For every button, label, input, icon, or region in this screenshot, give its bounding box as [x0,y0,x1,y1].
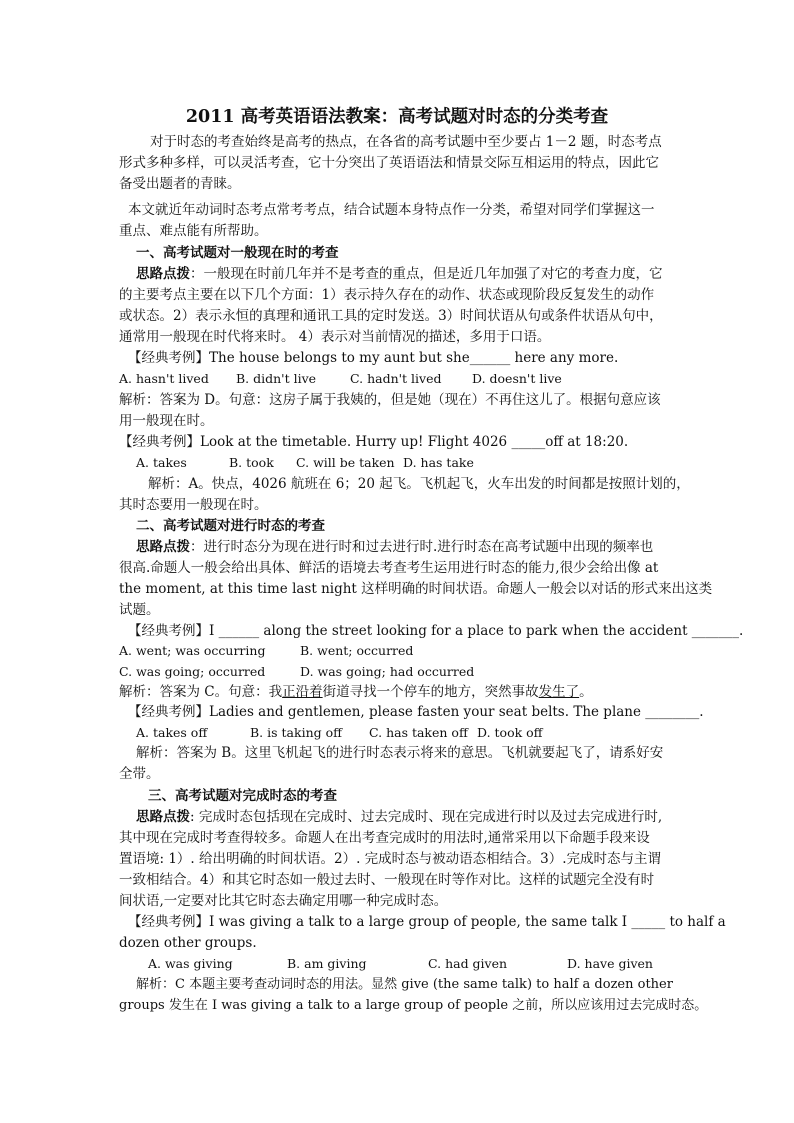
answer-line: 其时态要用一般现在时。 [119,497,268,513]
option: C. had given [428,956,508,971]
section-heading: 二、高考试题对进行时态的考查 [136,518,325,534]
tip-line: 置语境: 1）. 给出明确的时间状语。2）. 完成时态与被动语态相结合。3）.完成时态与主谓 [119,851,662,867]
tip-line: 其中现在完成时考查得较多。命题人在出考查完成时的用法时,通常采用以下命题手段来设 [119,830,650,846]
example-label: 【经典考例】 [128,623,209,639]
option: A. was giving [148,956,233,971]
intro-line: 备受出题者的青睐。 [119,176,241,192]
intro-line: 对于时态的考查始终是高考的热点，在各省的高考试题中至少要占 1－2 题，时态考点 [150,134,662,150]
option: D. has take [403,455,474,470]
option: D. was going; had occurred [300,664,475,679]
answer-line: 解析：C 本题主要考查动词时态的用法。显然 give (the same talk) to half a dozen other [136,977,673,992]
answer-line: 解析：A。快点，4026 航班在 6；20 起飞。飞机起飞，火车出发的时间都是按照计划的， [148,476,690,492]
example-question [119,432,628,452]
intro-line: 本文就近年动词时态考点常考考点，结合试题本身特点作一分类，希望对同学们掌握这一 [128,202,655,218]
answer-text: 。 [579,684,593,700]
underlined-text: 发生了 [538,684,580,700]
tip-line: 的主要考点主要在以下几个方面：1）表示持久存在的动作、状态或现阶段反复发生的动作 [119,287,655,303]
tip-label: 思路点拨 [136,266,190,282]
tip-line: the moment, at this time last night 这样明确的时间状语。命题人一般会以对话的形式来出这类 [119,581,713,597]
option: A. takes off [136,725,208,740]
example-label: 【经典考例】 [128,914,209,930]
option: D. took off [477,725,543,740]
question-text: Look at the timetable. Hurry up! Flight 4026 _____off at 18:20. [200,434,629,450]
option: C. hadn't lived [350,371,442,386]
option: D. doesn't live [472,371,562,386]
answer-text: 解析：答案为 C。句意：我 [119,684,283,700]
tip-label: 思路点拨 [136,539,190,555]
page-title: 2011 高考英语语法教案：高考试题对时态的分类考查 [185,107,609,127]
example-question [128,348,618,368]
example-label: 【经典考例】 [128,704,209,720]
option: B. didn't live [236,371,317,386]
intro-line: 重点、难点能有所帮助。 [119,223,268,239]
answer-line [119,682,593,702]
question-text: The house belongs to my aunt but she______ here any more. [209,350,619,366]
tip-line [136,537,653,557]
option: D. have given [567,956,653,971]
option: C. has taken off [369,725,468,740]
example-label: 【经典考例】 [119,434,200,450]
option: B. took [229,455,274,470]
answer-line: 全带。 [119,766,160,782]
section-heading: 三、高考试题对完成时态的考查 [148,788,337,804]
tip-line: 或状态。2）表示永恒的真理和通讯工具的定时发送。3）时间状语从句或条件状语从句中， [119,308,663,324]
tip-text: ：一般现在时前几年并不是考查的重点，但是近几年加强了对它的考查力度，它 [190,266,663,282]
tip-text: : 完成时态包括现在完成时、过去完成时、现在完成进行时以及过去完成进行时, [190,809,663,825]
tip-line [136,264,663,284]
option: C. will be taken [296,455,395,470]
example-question [128,912,726,932]
section-heading: 一、高考试题对一般现在时的考查 [136,245,339,261]
answer-line: groups 发生在 I was giving a talk to a large group of people 之前，所以应该用过去完成时态。 [119,998,708,1013]
tip-line: 试题。 [119,602,160,618]
tip-line [136,807,662,827]
tip-label: 思路点拨 [136,809,190,825]
option: A. takes [136,455,187,470]
example-label: 【经典考例】 [128,350,209,366]
tip-line: 间状语,一定要对比其它时态去确定用哪一种完成时态。 [119,893,448,909]
question-text: Ladies and gentlemen, please fasten your seat belts. The plane ________. [209,704,704,720]
answer-text: 街道寻找一个停车的地方，突然事故 [322,684,539,700]
intro-line: 形式多种多样，可以灵活考查，它十分突出了英语语法和情景交际互相运用的特点，因此它 [119,155,659,171]
question-text: I ______ along the street looking for a place to park when the accident _______. [209,623,744,639]
tip-line: 很高.命题人一般会给出具体、鲜活的语境去考查考生运用进行时态的能力,很少会给出像 at [119,560,659,576]
underlined-text: 正沿着 [282,684,323,700]
option: B. is taking off [250,725,342,740]
answer-line: 解析：答案为 B。这里飞机起飞的进行时态表示将来的意思。飞机就要起飞了，请系好安 [136,745,664,761]
answer-line: 解析：答案为 D。句意：这房子属于我姨的，但是她（现在）不再住这儿了。根据句意应该 [119,392,661,408]
option: A. hasn't lived [119,371,209,386]
example-question [128,621,743,641]
tip-line: 通常用一般现在时代将来时。 4）表示对当前情况的描述，多用于口语。 [119,329,551,345]
question-text: dozen other groups. [119,935,257,951]
option: B. went; occurred [300,643,414,658]
answer-line: 用一般现在时。 [119,413,214,429]
example-question [128,702,704,722]
option: B. am giving [287,956,367,971]
option: C. was going; occurred [119,664,266,679]
tip-line: 一致相结合。4）和其它时态如一般过去时、一般现在时等作对比。这样的试题完全没有时 [119,872,655,888]
option: A. went; was occurring [119,643,266,658]
tip-text: ：进行时态分为现在进行时和过去进行时.进行时态在高考试题中出现的频率也 [190,539,654,555]
question-text: I was giving a talk to a large group of people, the same talk I _____ to half a [209,914,726,930]
